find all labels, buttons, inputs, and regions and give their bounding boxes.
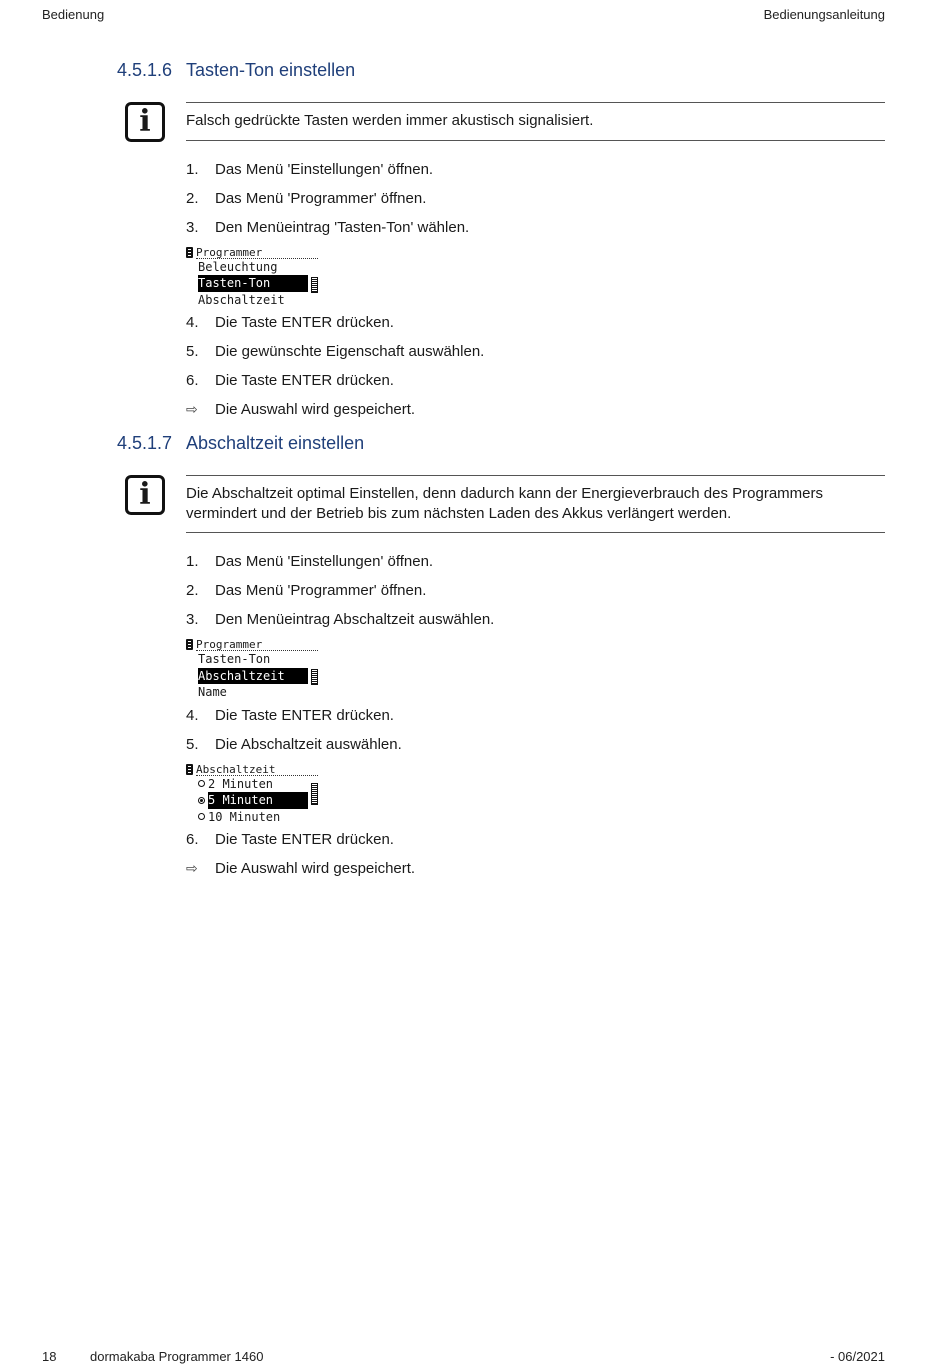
footer-product: dormakaba Programmer 1460	[90, 1349, 264, 1364]
section-abschaltzeit	[117, 433, 885, 883]
header-chapter: Bedienung	[42, 7, 105, 22]
step-item	[186, 366, 885, 395]
result-arrow-icon: ⇨	[186, 860, 198, 876]
result-arrow-icon: ⇨	[186, 401, 198, 417]
step-text: Die Taste ENTER drücken.	[215, 314, 394, 331]
section-heading	[117, 60, 885, 86]
step-text: Den Menüeintrag 'Tasten-Ton' wählen.	[215, 218, 470, 236]
steps-list	[186, 825, 885, 883]
section-number: 4.5.1.7	[117, 433, 173, 453]
step-number: 5.	[186, 343, 199, 360]
step-item	[186, 730, 885, 759]
step-item	[186, 825, 885, 854]
step-text: Die Taste ENTER drücken.	[215, 706, 394, 724]
device-screen-programmer	[186, 244, 318, 309]
step-text: Die gewünschte Eigenschaft auswählen.	[215, 343, 485, 360]
footer-date: - 06/2021	[830, 1349, 885, 1364]
scrollbar-icon	[311, 783, 318, 805]
section-heading	[117, 433, 885, 459]
steps-list	[186, 308, 885, 424]
step-number: 3.	[186, 611, 199, 628]
device-screen-abschaltzeit	[186, 761, 318, 826]
option-row	[198, 776, 308, 793]
step-text: Den Menüeintrag Abschaltzeit auswählen.	[215, 611, 495, 628]
steps-list	[186, 155, 885, 242]
step-text: Die Taste ENTER drücken.	[215, 372, 394, 389]
result-item	[186, 395, 885, 424]
step-text: Die Taste ENTER drücken.	[215, 831, 394, 848]
step-number: 1.	[186, 160, 199, 178]
screen-header	[186, 763, 318, 776]
step-number: 3.	[186, 218, 199, 236]
step-item	[186, 155, 885, 184]
step-item	[186, 213, 885, 242]
step-number: 4.	[186, 706, 199, 724]
step-text: Das Menü 'Einstellungen' öffnen.	[215, 553, 434, 570]
section-title: Abschaltzeit einstellen	[186, 433, 365, 453]
step-number: 2.	[186, 189, 199, 207]
section-number: 4.5.1.6	[117, 60, 173, 80]
step-item	[186, 576, 885, 605]
menu-item-selected: Tasten-Ton	[198, 275, 308, 292]
option-label: 5 Minuten	[208, 792, 308, 809]
scrollbar-icon	[311, 277, 318, 293]
screen-header	[186, 246, 318, 259]
footer-page-number: 18	[42, 1349, 57, 1364]
menu-item-selected: Abschaltzeit	[198, 668, 308, 685]
device-screen-programmer	[186, 636, 318, 701]
step-number: 5.	[186, 735, 199, 753]
step-number: 6.	[186, 831, 199, 848]
screen-header	[186, 638, 318, 651]
result-text: Die Auswahl wird gespeichert.	[215, 401, 416, 418]
radio-on-icon	[198, 797, 205, 804]
option-row-selected	[198, 792, 308, 809]
header-document: Bedienungsanleitung	[763, 7, 885, 22]
menu-item: Tasten-Ton	[198, 652, 271, 666]
section-tasten-ton	[117, 60, 885, 424]
result-item	[186, 854, 885, 883]
menu-item: Beleuchtung	[198, 259, 278, 274]
option-label: 10 Minuten	[208, 809, 281, 824]
battery-icon	[186, 247, 193, 258]
step-text: Das Menü 'Einstellungen' öffnen.	[215, 160, 434, 178]
step-number: 6.	[186, 372, 199, 389]
note-text: Die Abschaltzeit optimal Einstellen, denn dadurch kann der Energieverbrauch des Programmers vermindert und der Betrieb bis zum nächsten Laden des Akkus verlängert werden.	[186, 475, 885, 533]
option-row	[198, 809, 308, 826]
step-number: 2.	[186, 582, 199, 599]
menu-item: Abschaltzeit	[198, 292, 285, 307]
steps-list	[186, 701, 885, 759]
step-text: Die Abschaltzeit auswählen.	[215, 735, 402, 753]
step-text: Das Menü 'Programmer' öffnen.	[215, 582, 427, 599]
step-item	[186, 701, 885, 730]
radio-off-icon	[198, 780, 205, 787]
step-number: 4.	[186, 314, 199, 331]
section-title: Tasten-Ton einstellen	[186, 60, 356, 80]
step-item	[186, 605, 885, 634]
battery-icon	[186, 764, 193, 775]
step-item	[186, 547, 885, 576]
step-item	[186, 308, 885, 337]
scrollbar-icon	[311, 669, 318, 685]
result-text: Die Auswahl wird gespeichert.	[215, 860, 416, 877]
info-note	[117, 475, 885, 533]
screen-title: Programmer	[196, 638, 318, 651]
info-icon: i	[125, 475, 165, 515]
info-icon: i	[125, 102, 165, 142]
step-item	[186, 337, 885, 366]
radio-off-icon	[198, 813, 205, 820]
step-item	[186, 184, 885, 213]
step-number: 1.	[186, 553, 199, 570]
option-label: 2 Minuten	[208, 776, 274, 791]
info-note	[117, 102, 885, 141]
step-text: Das Menü 'Programmer' öffnen.	[215, 189, 427, 207]
battery-icon	[186, 639, 193, 650]
screen-title: Programmer	[196, 246, 318, 259]
menu-item: Name	[198, 685, 227, 699]
screen-title: Abschaltzeit	[196, 763, 318, 776]
steps-list	[186, 547, 885, 634]
note-text: Falsch gedrückte Tasten werden immer akustisch signalisiert.	[186, 102, 885, 141]
